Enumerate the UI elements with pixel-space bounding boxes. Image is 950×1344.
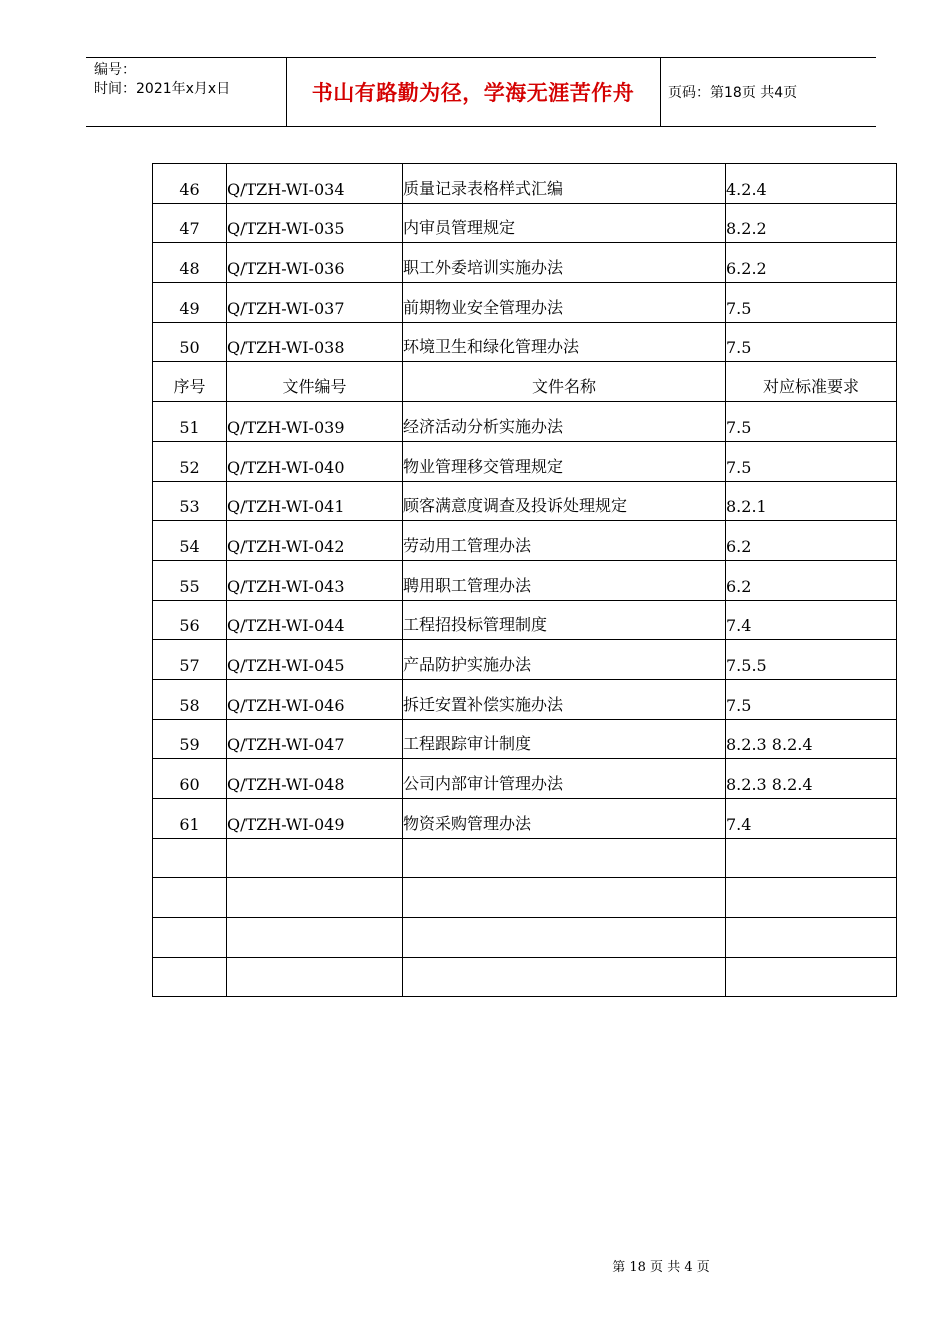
- header-motto: 书山有路勤为径，学海无涯苦作舟: [311, 81, 635, 105]
- cell-standard-requirement: [726, 838, 897, 878]
- cell-document-code: 文件编号: [227, 362, 403, 402]
- cell-standard-requirement: 6.2: [726, 560, 897, 600]
- cell-document-code: [227, 918, 403, 958]
- cell-document-name: 物业管理移交管理规定: [403, 441, 726, 481]
- cell-document-name: 顾客满意度调查及投诉处理规定: [403, 481, 726, 521]
- cell-standard-requirement: 4.2.4: [726, 164, 897, 204]
- cell-serial-number: 46: [153, 164, 227, 204]
- cell-document-name: 经济活动分析实施办法: [403, 402, 726, 442]
- cell-standard-requirement: [726, 878, 897, 918]
- cell-serial-number: 61: [153, 799, 227, 839]
- cell-document-name: [403, 878, 726, 918]
- cell-document-name: 文件名称: [403, 362, 726, 402]
- cell-standard-requirement: 8.2.3 8.2.4: [726, 759, 897, 799]
- cell-document-name: 环境卫生和绿化管理办法: [403, 322, 726, 362]
- page-header: [86, 57, 876, 127]
- cell-standard-requirement: 7.5: [726, 441, 897, 481]
- cell-serial-number: [153, 957, 227, 997]
- table-row: [153, 243, 897, 283]
- cell-document-name: [403, 957, 726, 997]
- cell-document-code: Q/TZH-WI-044: [227, 600, 403, 640]
- cell-serial-number: [153, 838, 227, 878]
- cell-standard-requirement: 6.2: [726, 521, 897, 561]
- cell-document-code: Q/TZH-WI-038: [227, 322, 403, 362]
- cell-standard-requirement: 对应标准要求: [726, 362, 897, 402]
- cell-serial-number: 51: [153, 402, 227, 442]
- table-row: [153, 759, 897, 799]
- table-row: [153, 640, 897, 680]
- table-row: [153, 878, 897, 918]
- cell-serial-number: [153, 878, 227, 918]
- header-meta: [94, 61, 230, 99]
- cell-document-name: 公司内部审计管理办法: [403, 759, 726, 799]
- cell-standard-requirement: 8.2.2: [726, 203, 897, 243]
- table-row: [153, 679, 897, 719]
- cell-document-code: [227, 957, 403, 997]
- cell-document-code: Q/TZH-WI-036: [227, 243, 403, 283]
- cell-document-code: Q/TZH-WI-037: [227, 283, 403, 323]
- cell-document-code: [227, 878, 403, 918]
- cell-document-code: Q/TZH-WI-047: [227, 719, 403, 759]
- cell-document-code: Q/TZH-WI-042: [227, 521, 403, 561]
- cell-serial-number: 55: [153, 560, 227, 600]
- cell-serial-number: [153, 918, 227, 958]
- cell-standard-requirement: 7.5: [726, 679, 897, 719]
- cell-document-name: 工程跟踪审计制度: [403, 719, 726, 759]
- table-row: [153, 799, 897, 839]
- table-row: [153, 521, 897, 561]
- cell-standard-requirement: 7.5: [726, 402, 897, 442]
- table-row: [153, 918, 897, 958]
- table-row: [153, 164, 897, 204]
- cell-document-code: Q/TZH-WI-048: [227, 759, 403, 799]
- cell-serial-number: 58: [153, 679, 227, 719]
- document-list-table: [152, 163, 897, 997]
- cell-standard-requirement: 8.2.1: [726, 481, 897, 521]
- cell-serial-number: 50: [153, 322, 227, 362]
- cell-standard-requirement: 8.2.3 8.2.4: [726, 719, 897, 759]
- cell-serial-number: 47: [153, 203, 227, 243]
- cell-document-name: [403, 918, 726, 958]
- cell-document-name: 职工外委培训实施办法: [403, 243, 726, 283]
- cell-standard-requirement: 7.5: [726, 322, 897, 362]
- cell-document-name: 工程招投标管理制度: [403, 600, 726, 640]
- cell-document-name: 质量记录表格样式汇编: [403, 164, 726, 204]
- table-row: [153, 441, 897, 481]
- table-row: [153, 560, 897, 600]
- cell-document-code: Q/TZH-WI-041: [227, 481, 403, 521]
- cell-document-name: 劳动用工管理办法: [403, 521, 726, 561]
- document-number-label: 编号：: [94, 62, 136, 78]
- cell-standard-requirement: 6.2.2: [726, 243, 897, 283]
- cell-serial-number: 60: [153, 759, 227, 799]
- table-row: [153, 719, 897, 759]
- header-page-info: 页码：第18页 共4页: [668, 85, 798, 101]
- cell-document-code: Q/TZH-WI-039: [227, 402, 403, 442]
- table-row: [153, 957, 897, 997]
- cell-serial-number: 49: [153, 283, 227, 323]
- cell-document-code: Q/TZH-WI-040: [227, 441, 403, 481]
- cell-serial-number: 59: [153, 719, 227, 759]
- cell-standard-requirement: 7.4: [726, 600, 897, 640]
- cell-serial-number: 53: [153, 481, 227, 521]
- cell-document-name: 内审员管理规定: [403, 203, 726, 243]
- table-row: [153, 838, 897, 878]
- header-divider: [660, 58, 661, 126]
- table-row: [153, 322, 897, 362]
- cell-document-name: 聘用职工管理办法: [403, 560, 726, 600]
- document-time-label: 时间：2021年x月x日: [94, 81, 231, 97]
- cell-document-code: Q/TZH-WI-035: [227, 203, 403, 243]
- table-row: [153, 600, 897, 640]
- table-row: [153, 203, 897, 243]
- cell-document-code: Q/TZH-WI-049: [227, 799, 403, 839]
- cell-standard-requirement: 7.5.5: [726, 640, 897, 680]
- table-row: [153, 402, 897, 442]
- cell-standard-requirement: [726, 918, 897, 958]
- cell-document-name: 产品防护实施办法: [403, 640, 726, 680]
- cell-standard-requirement: 7.5: [726, 283, 897, 323]
- cell-document-code: Q/TZH-WI-045: [227, 640, 403, 680]
- table-row: [153, 283, 897, 323]
- cell-serial-number: 54: [153, 521, 227, 561]
- cell-document-code: [227, 838, 403, 878]
- cell-standard-requirement: 7.4: [726, 799, 897, 839]
- cell-document-name: 拆迁安置补偿实施办法: [403, 679, 726, 719]
- cell-serial-number: 48: [153, 243, 227, 283]
- cell-serial-number: 52: [153, 441, 227, 481]
- table-header-row: [153, 362, 897, 402]
- table-body: [153, 164, 897, 997]
- cell-document-name: [403, 838, 726, 878]
- cell-document-name: 前期物业安全管理办法: [403, 283, 726, 323]
- cell-standard-requirement: [726, 957, 897, 997]
- cell-serial-number: 序号: [153, 362, 227, 402]
- cell-document-code: Q/TZH-WI-043: [227, 560, 403, 600]
- cell-document-name: 物资采购管理办法: [403, 799, 726, 839]
- cell-serial-number: 57: [153, 640, 227, 680]
- cell-document-code: Q/TZH-WI-046: [227, 679, 403, 719]
- page-footer: 第 18 页 共 4 页: [612, 1260, 710, 1275]
- table-row: [153, 481, 897, 521]
- cell-document-code: Q/TZH-WI-034: [227, 164, 403, 204]
- cell-serial-number: 56: [153, 600, 227, 640]
